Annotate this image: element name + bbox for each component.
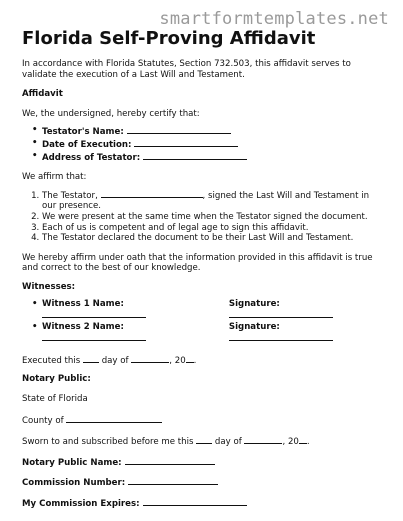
commission-number-label: Commission Number: [22,478,126,489]
commission-expires-field[interactable] [143,497,247,506]
testator-name-inline-field[interactable] [101,189,203,198]
commission-number-field[interactable] [128,476,218,485]
state-text: State of Florida [22,394,88,405]
notary-name-line [22,456,384,469]
witness-2-name-label: Witness 2 Name: [42,321,124,332]
affirmation-text: The Testator, [42,190,98,201]
affirmation-text: , signed the Last Will and Testament in our presence. [42,190,370,212]
affirmation-text: We were present at the same time when the Testator signed the document. [42,211,368,222]
sworn-text: day of [214,437,242,448]
witness-1-name-cell [42,299,229,322]
witness-2-name-field[interactable] [42,332,146,341]
execution-date-field[interactable] [134,138,238,147]
notary-name-field[interactable] [125,456,215,465]
certify-text: We, the undersigned, hereby certify that: [22,108,200,119]
witness-1-signature-label: Signature: [228,298,280,309]
witness-2-name-cell [42,322,229,345]
list-item [22,322,384,345]
executed-month-field[interactable] [131,354,169,363]
witnesses-list [22,299,384,345]
executed-text: . [193,355,197,366]
sworn-text: , 20 [282,437,299,448]
county-label: County of [22,415,64,426]
executed-line [22,354,384,367]
sworn-line [22,435,384,448]
list-item [42,212,384,223]
list-item [22,138,384,151]
sworn-text: Sworn to and subscribed before me this [22,437,194,448]
county-field[interactable] [66,414,162,423]
list-item [22,299,384,322]
commission-expires-label: My Commission Expires: [22,499,140,510]
execution-date-label: Date of Execution: [42,139,132,150]
affidavit-document [22,28,384,510]
executed-day-field[interactable] [83,354,99,363]
executed-text: day of [101,355,129,366]
executed-text: , 20 [169,355,186,366]
testator-details-list [22,125,384,163]
witness-1-name-field[interactable] [42,309,146,318]
affirmation-text: The Testator declared the document to be their Last Will and Testament. [42,233,354,244]
list-item [42,223,384,234]
oath-paragraph: We hereby affirm under oath that the information provided in this affidavit is true and correct to the best of our knowledge. [22,252,373,274]
notary-name-label: Notary Public Name: [22,457,122,468]
witness-1-signature-field[interactable] [229,309,333,318]
sworn-day-field[interactable] [196,435,212,444]
list-item [42,233,384,244]
commission-expires-line [22,497,384,510]
executed-year-field[interactable] [186,354,194,363]
list-item [42,189,384,212]
witness-1-signature-cell [229,299,384,322]
testator-address-field[interactable] [143,151,247,160]
county-line [22,414,384,427]
witness-2-signature-cell [229,322,384,345]
affidavit-heading: Affidavit [22,89,63,100]
sworn-month-field[interactable] [244,435,282,444]
intro-paragraph: In accordance with Florida Statutes, Section 732.503, this affidavit serves to validate the execution of a Last Will and Testament. [22,59,351,80]
commission-number-line [22,476,384,489]
executed-text: Executed this [22,355,81,366]
witnesses-heading: Witnesses: [22,281,76,292]
affirmations-list [22,189,384,244]
sworn-year-field[interactable] [299,435,307,444]
affirmation-text: Each of us is competent and of legal age to sign this affidavit. [42,222,309,233]
site-watermark: smartformtemplates.net [159,9,389,29]
testator-name-label: Testator's Name: [42,127,124,138]
witness-1-name-label: Witness 1 Name: [42,298,124,309]
testator-name-field[interactable] [127,125,231,134]
sworn-text: . [306,437,310,448]
witness-2-signature-field[interactable] [229,332,333,341]
witness-2-signature-label: Signature: [228,321,280,332]
affirm-text: We affirm that: [22,172,87,183]
list-item [22,151,384,164]
document-title: Florida Self-Proving Affidavit [22,28,316,49]
notary-heading: Notary Public: [22,374,91,385]
testator-address-label: Address of Testator: [42,152,141,163]
list-item [22,125,384,138]
